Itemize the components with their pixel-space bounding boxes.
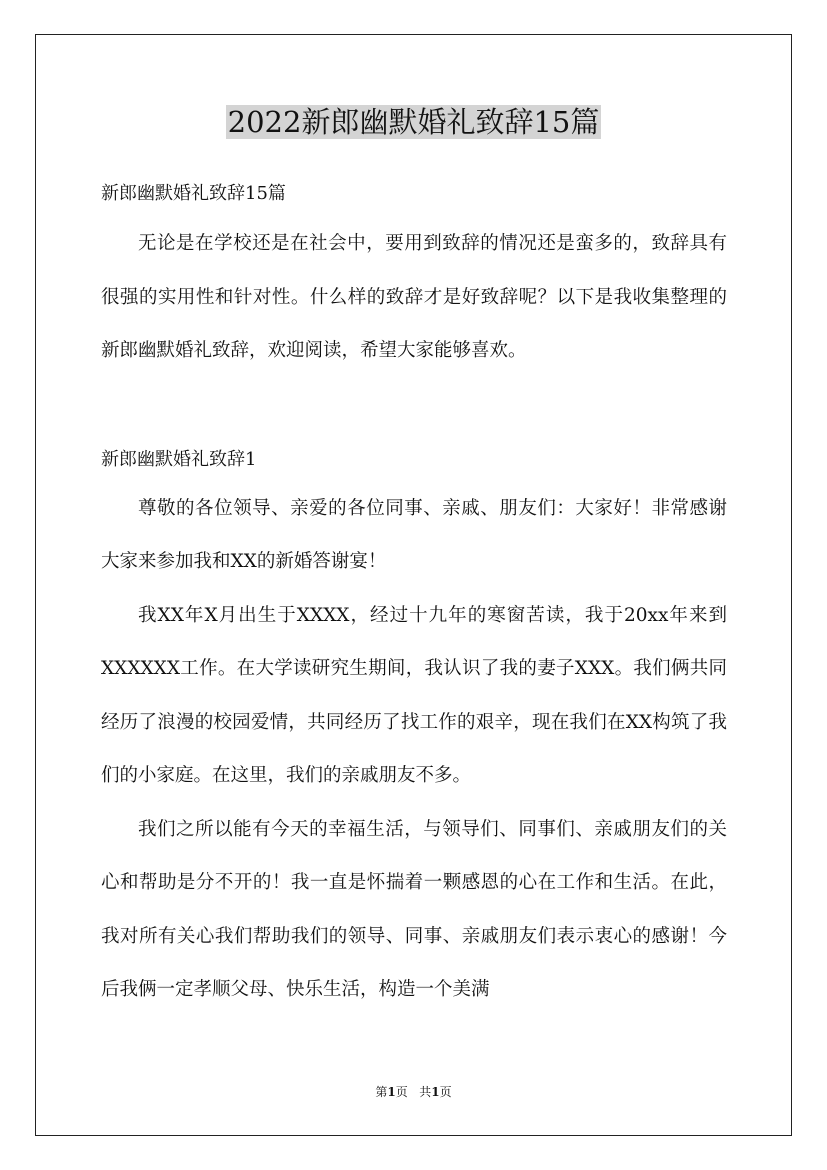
paragraph-gap: [101, 378, 727, 442]
page-footer: [0, 1083, 827, 1101]
body-paragraph: 尊敬的各位领导、亲爱的各位同事、亲戚、朋友们：大家好！非常感谢大家来参加我和XX的新婚答谢宴！: [101, 497, 727, 572]
section-heading: 新郎幽默婚礼致辞1: [101, 448, 257, 470]
total-prefix: 共: [419, 1085, 432, 1099]
page-suffix: 页: [395, 1085, 408, 1099]
document-title-text: 2022新郎幽默婚礼致辞15篇: [227, 105, 600, 139]
intro-paragraph: 无论是在学校还是在社会中，要用到致辞的情况还是蛮多的，致辞具有很强的实用性和针对性。什么样的致辞才是好致辞呢？以下是我收集整理的新郎幽默婚礼致辞，欢迎阅读，希望大家能够喜欢。: [101, 233, 727, 361]
body-paragraph: 我XX年X月出生于XXXX，经过十九年的寒窗苦读，我于20xx年来到XXXXXX工作。在大学读研究生期间，我认识了我的妻子XXX。我们俩共同经历了浪漫的校园爱情，共同经历了找工作的艰辛，现在我们在XX构筑了我们的小家庭。在这里，我们的亲戚朋友不多。: [101, 604, 727, 786]
body-paragraph: 我们之所以能有今天的幸福生活，与领导们、同事们、亲戚朋友们的关心和帮助是分不开的！我一直是怀揣着一颗感恩的心在工作和生活。在此，我对所有关心我们帮助我们的领导、同事、亲戚朋友们表示衷心的感谢！今后我俩一定孝顺父母、快乐生活，构造一个美满: [101, 818, 727, 1000]
page-number: 1: [387, 1085, 396, 1099]
total-suffix: 页: [439, 1085, 452, 1099]
page-prefix: 第: [375, 1085, 388, 1099]
document-title: [0, 102, 827, 142]
document-subtitle: 新郎幽默婚礼致辞15篇: [101, 183, 286, 204]
document-body: [101, 176, 727, 1017]
total-pages: 1: [431, 1085, 440, 1099]
